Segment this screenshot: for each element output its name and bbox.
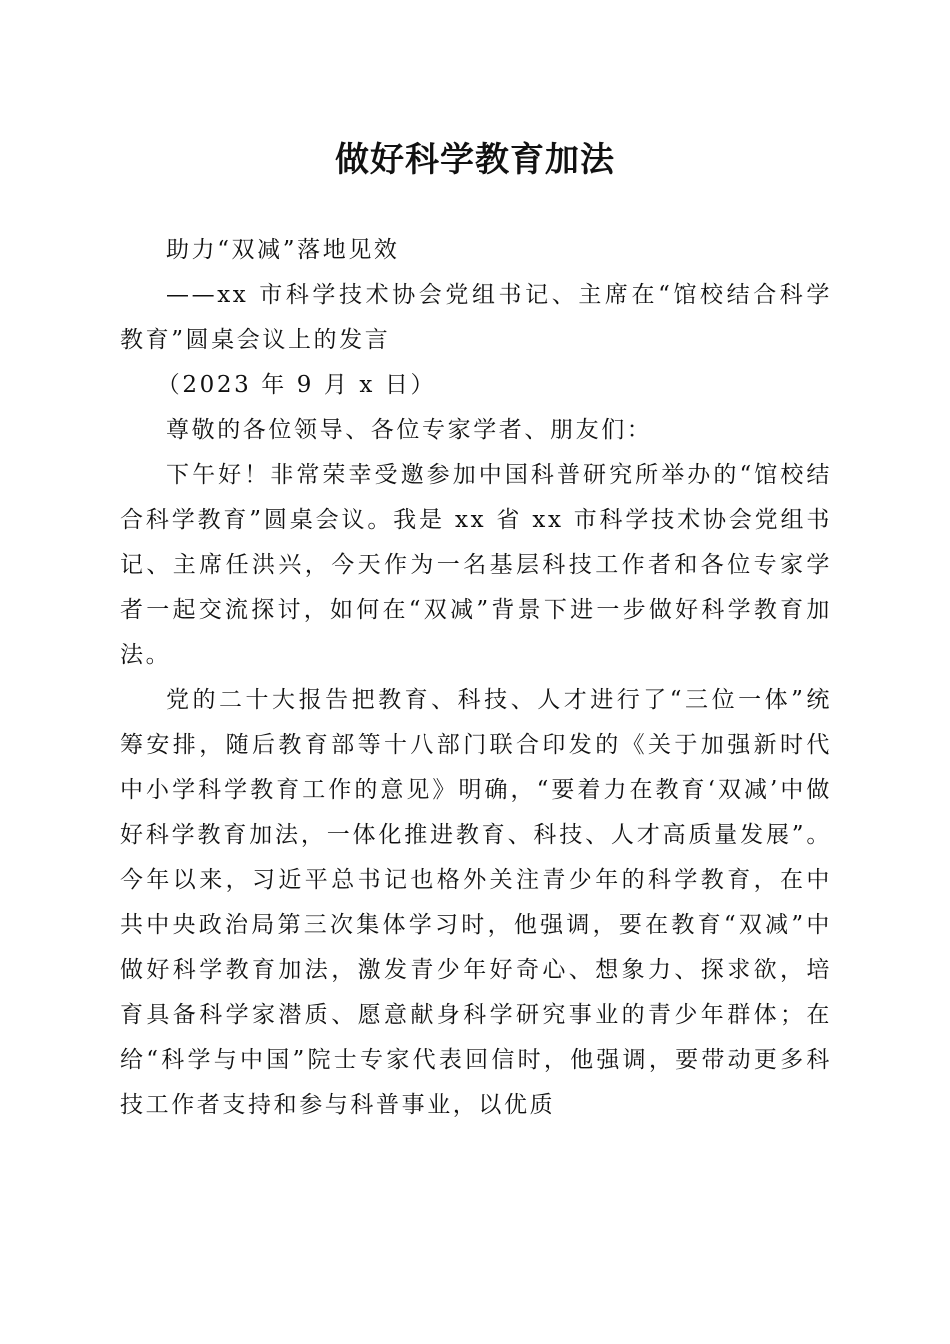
- document-salutation: 尊敬的各位领导、各位专家学者、朋友们：: [166, 417, 653, 443]
- document-title: 做好科学教育加法: [335, 140, 615, 180]
- document-byline: ——xx 市科学技术协会党组书记、主席在“馆校结合科学教育”圆桌会议上的发言: [120, 282, 832, 353]
- document-date: （2023 年 9 月 x 日）: [156, 372, 437, 398]
- body-paragraph: 下午好！非常荣幸受邀参加中国科普研究所举办的“馆校结合科学教育”圆桌会议。我是 xx 省 xx 市科学技术协会党组书记、主席任洪兴，今天作为一名基层科技工作者和各位专家学者一起交流探讨，如何在“双减”背景下进一步做好科学教育加法。: [120, 462, 832, 668]
- document-subtitle: 助力“双减”落地见效: [166, 237, 400, 263]
- body-paragraph: 党的二十大报告把教育、科技、人才进行了“三位一体”统筹安排，随后教育部等十八部门联合印发的《关于加强新时代中小学科学教育工作的意见》明确，“要着力在教育‘双减’中做好科学教育加法，一体化推进教育、科技、人才高质量发展”。今年以来，习近平总书记也格外关注青少年的科学教育，在中共中央政治局第三次集体学习时，他强调，要在教育“双减”中做好科学教育加法，激发青少年好奇心、想象力、探求欲，培育具备科学家潜质、愿意献身科学研究事业的青少年群体；在给“科学与中国”院士专家代表回信时，他强调，要带动更多科技工作者支持和参与科普事业，以优质: [120, 687, 832, 1118]
- document-body: [120, 228, 832, 1128]
